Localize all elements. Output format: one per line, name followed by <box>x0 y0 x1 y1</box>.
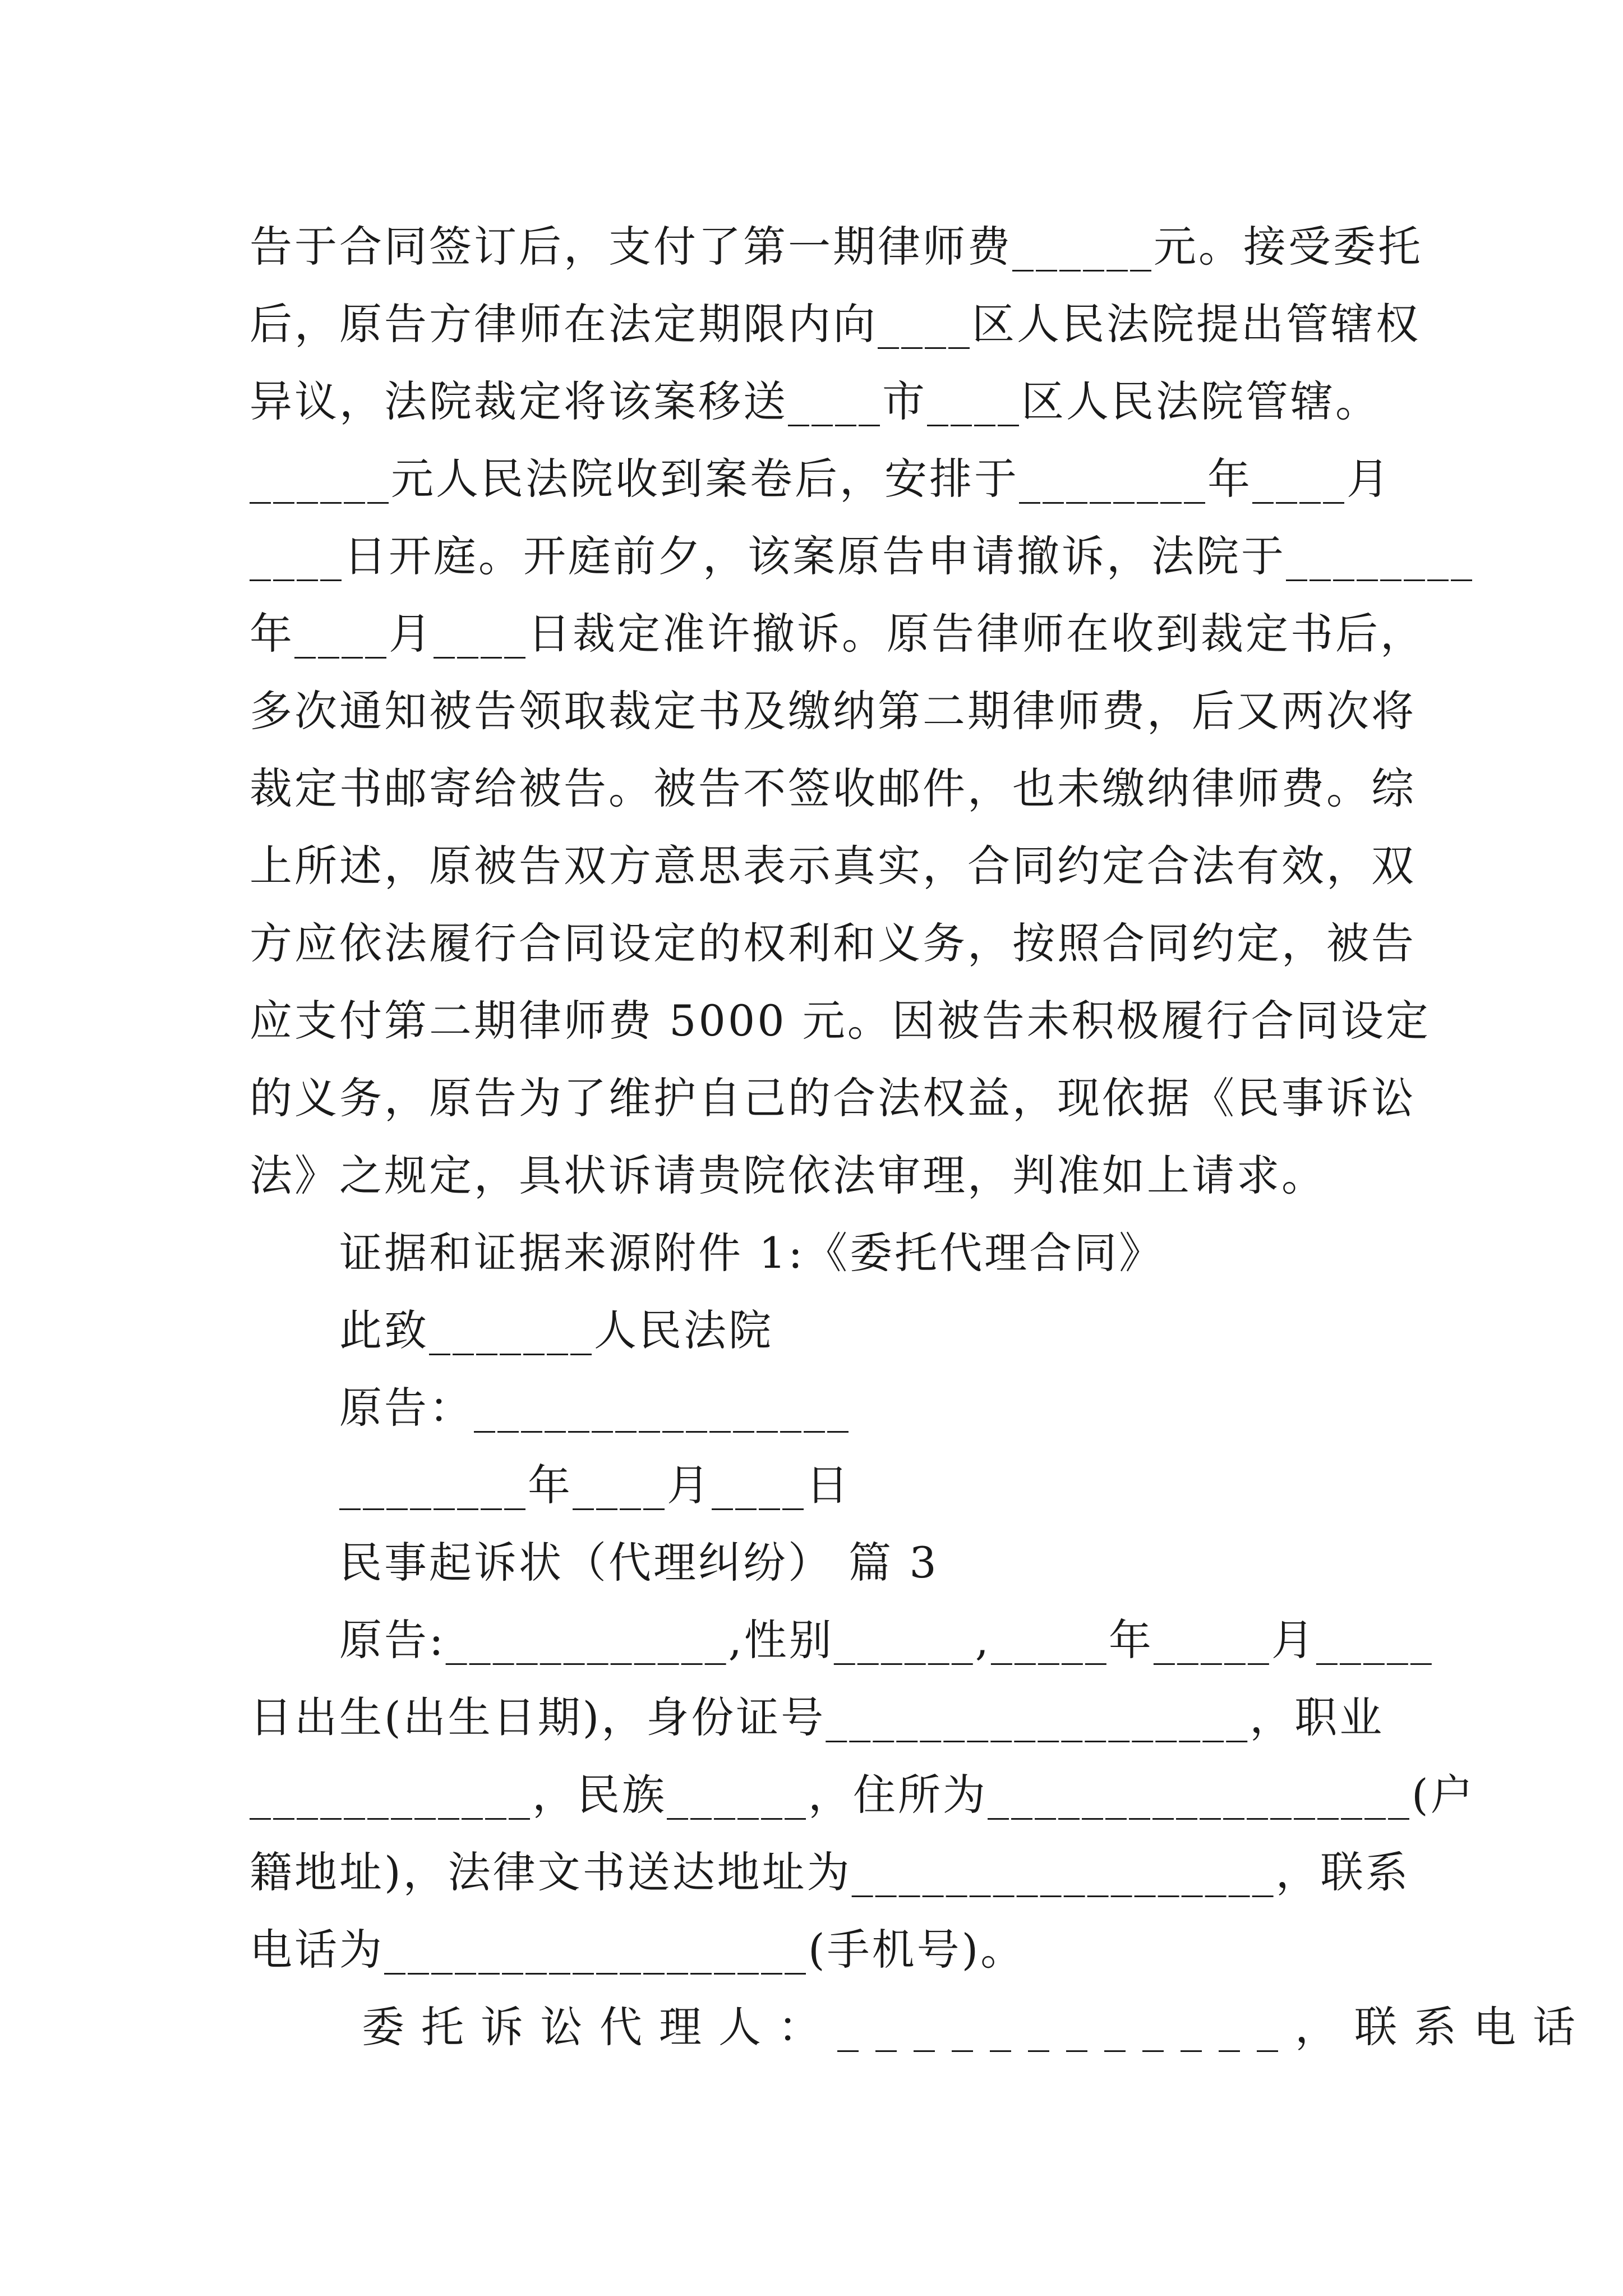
plaintiff-info-line: 日出生(出生日期)，身份证号__________________，职业 <box>250 1692 1385 1742</box>
paragraph-line: ______元人民法院收到案卷后，安排于________年____月 <box>250 454 1391 504</box>
paragraph-line: 上所述，原被告双方意思表示真实，合同约定合法有效，双 <box>250 841 1416 891</box>
plaintiff-info-line: 籍地址)，法律文书送达地址为__________________，联系 <box>250 1847 1410 1897</box>
date-line: ________年____月____日 <box>339 1460 851 1510</box>
paragraph-line: 的义务，原告为了维护自己的合法权益，现依据《民事诉讼 <box>250 1073 1416 1123</box>
paragraph-line: 法》之规定，具状诉请贵院依法审理，判准如上请求。 <box>250 1151 1326 1200</box>
addressee-line: 此致_______人民法院 <box>339 1305 773 1355</box>
paragraph-line: 方应依法履行合同设定的权利和义务，按照合同约定，被告 <box>250 918 1416 968</box>
plaintiff-info-line: 电话为__________________(手机号)。 <box>250 1925 1026 1975</box>
paragraph-line: 多次通知被告领取裁定书及缴纳第二期律师费，后又两次将 <box>250 686 1416 736</box>
paragraph-line: 裁定书邮寄给被告。被告不签收邮件，也未缴纳律师费。综 <box>250 763 1416 813</box>
agent-info-line: 委托诉讼代理人：____________，联系电话 <box>362 2002 1592 2052</box>
paragraph-line: 告于合同签订后，支付了第一期律师费______元。接受委托 <box>250 222 1423 272</box>
paragraph-line: 后，原告方律师在法定期限内向____区人民法院提出管辖权 <box>250 299 1421 349</box>
paragraph-line: 异议，法院裁定将该案移送____市____区人民法院管辖。 <box>250 376 1380 426</box>
evidence-line: 证据和证据来源附件 1:《委托代理合同》 <box>339 1228 1164 1278</box>
plaintiff-info-line: 原告:____________,性别______,_____年_____月_____ <box>339 1615 1434 1665</box>
plaintiff-info-line: ____________，民族______，住所为__________________(户 <box>250 1770 1476 1820</box>
plaintiff-signature-line: 原告：________________ <box>339 1383 851 1433</box>
paragraph-line: ____日开庭。开庭前夕，该案原告申请撤诉，法院于________ <box>250 531 1474 581</box>
paragraph-line: 年____月____日裁定准许撤诉。原告律师在收到裁定书后， <box>250 609 1425 659</box>
section-heading: 民事起诉状（代理纠纷） 篇 3 <box>339 1538 939 1588</box>
paragraph-line: 应支付第二期律师费 5000 元。因被告未积极履行合同设定 <box>250 996 1431 1046</box>
